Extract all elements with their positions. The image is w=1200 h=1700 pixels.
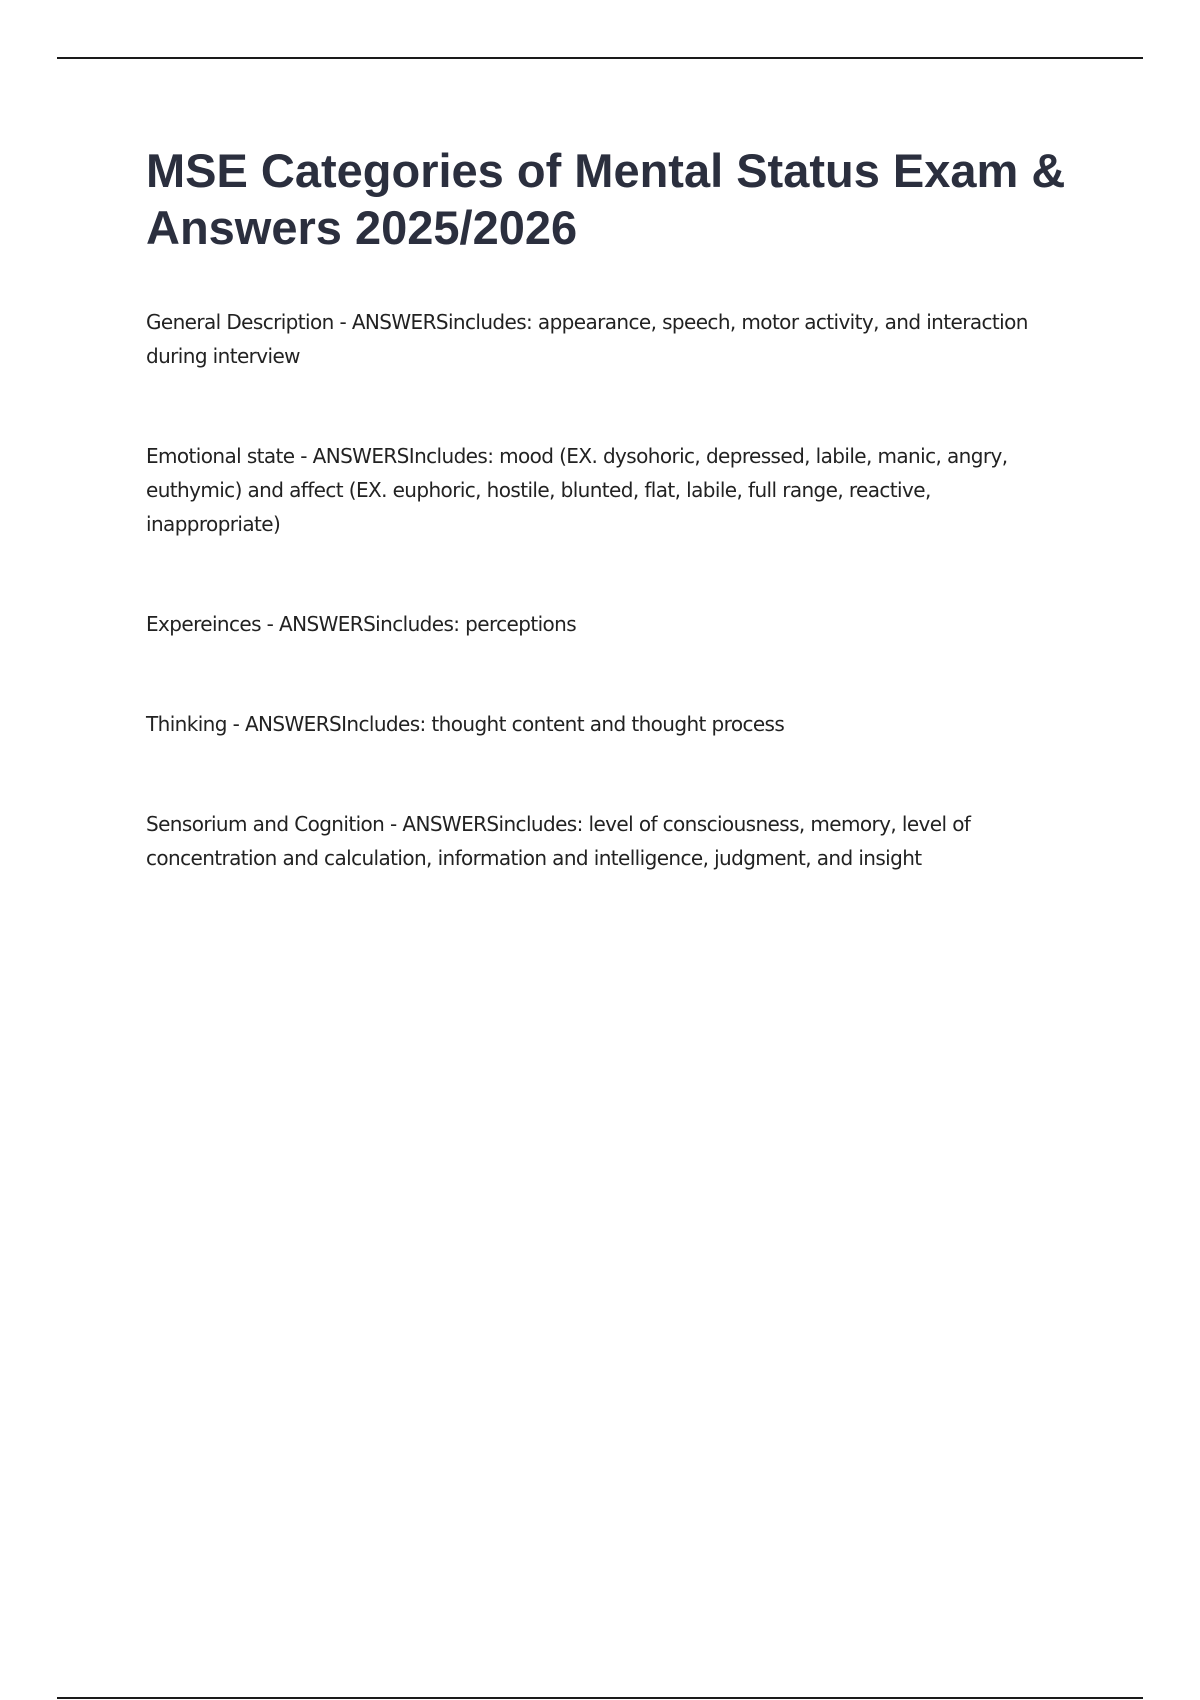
qa-entry-general-description: General Description - ANSWERSincludes: appearance, speech, motor activity, and interaction during interview xyxy=(146,310,1028,368)
qa-entry-thinking: Thinking - ANSWERSIncludes: thought content and thought process xyxy=(146,712,785,736)
qa-entry-sensorium-cognition: Sensorium and Cognition - ANSWERSincludes: level of consciousness, memory, level of concentration and calculation, information and intelligence, judgment, and insight xyxy=(146,812,971,870)
qa-list xyxy=(146,305,1066,875)
document-title: MSE Categories of Mental Status Exam & Answers 2025/2026 xyxy=(146,144,1066,254)
qa-entry-emotional-state: Emotional state - ANSWERSIncludes: mood (EX. dysohoric, depressed, labile, manic, angry, euthymic) and affect (EX. euphoric, hostile, blunted, flat, labile, full range, reactive, inappropriate) xyxy=(146,444,1008,536)
top-rule xyxy=(57,57,1143,59)
qa-entry-experiences: Expereinces - ANSWERSincludes: perceptions xyxy=(146,612,577,636)
bottom-rule xyxy=(57,1697,1143,1699)
